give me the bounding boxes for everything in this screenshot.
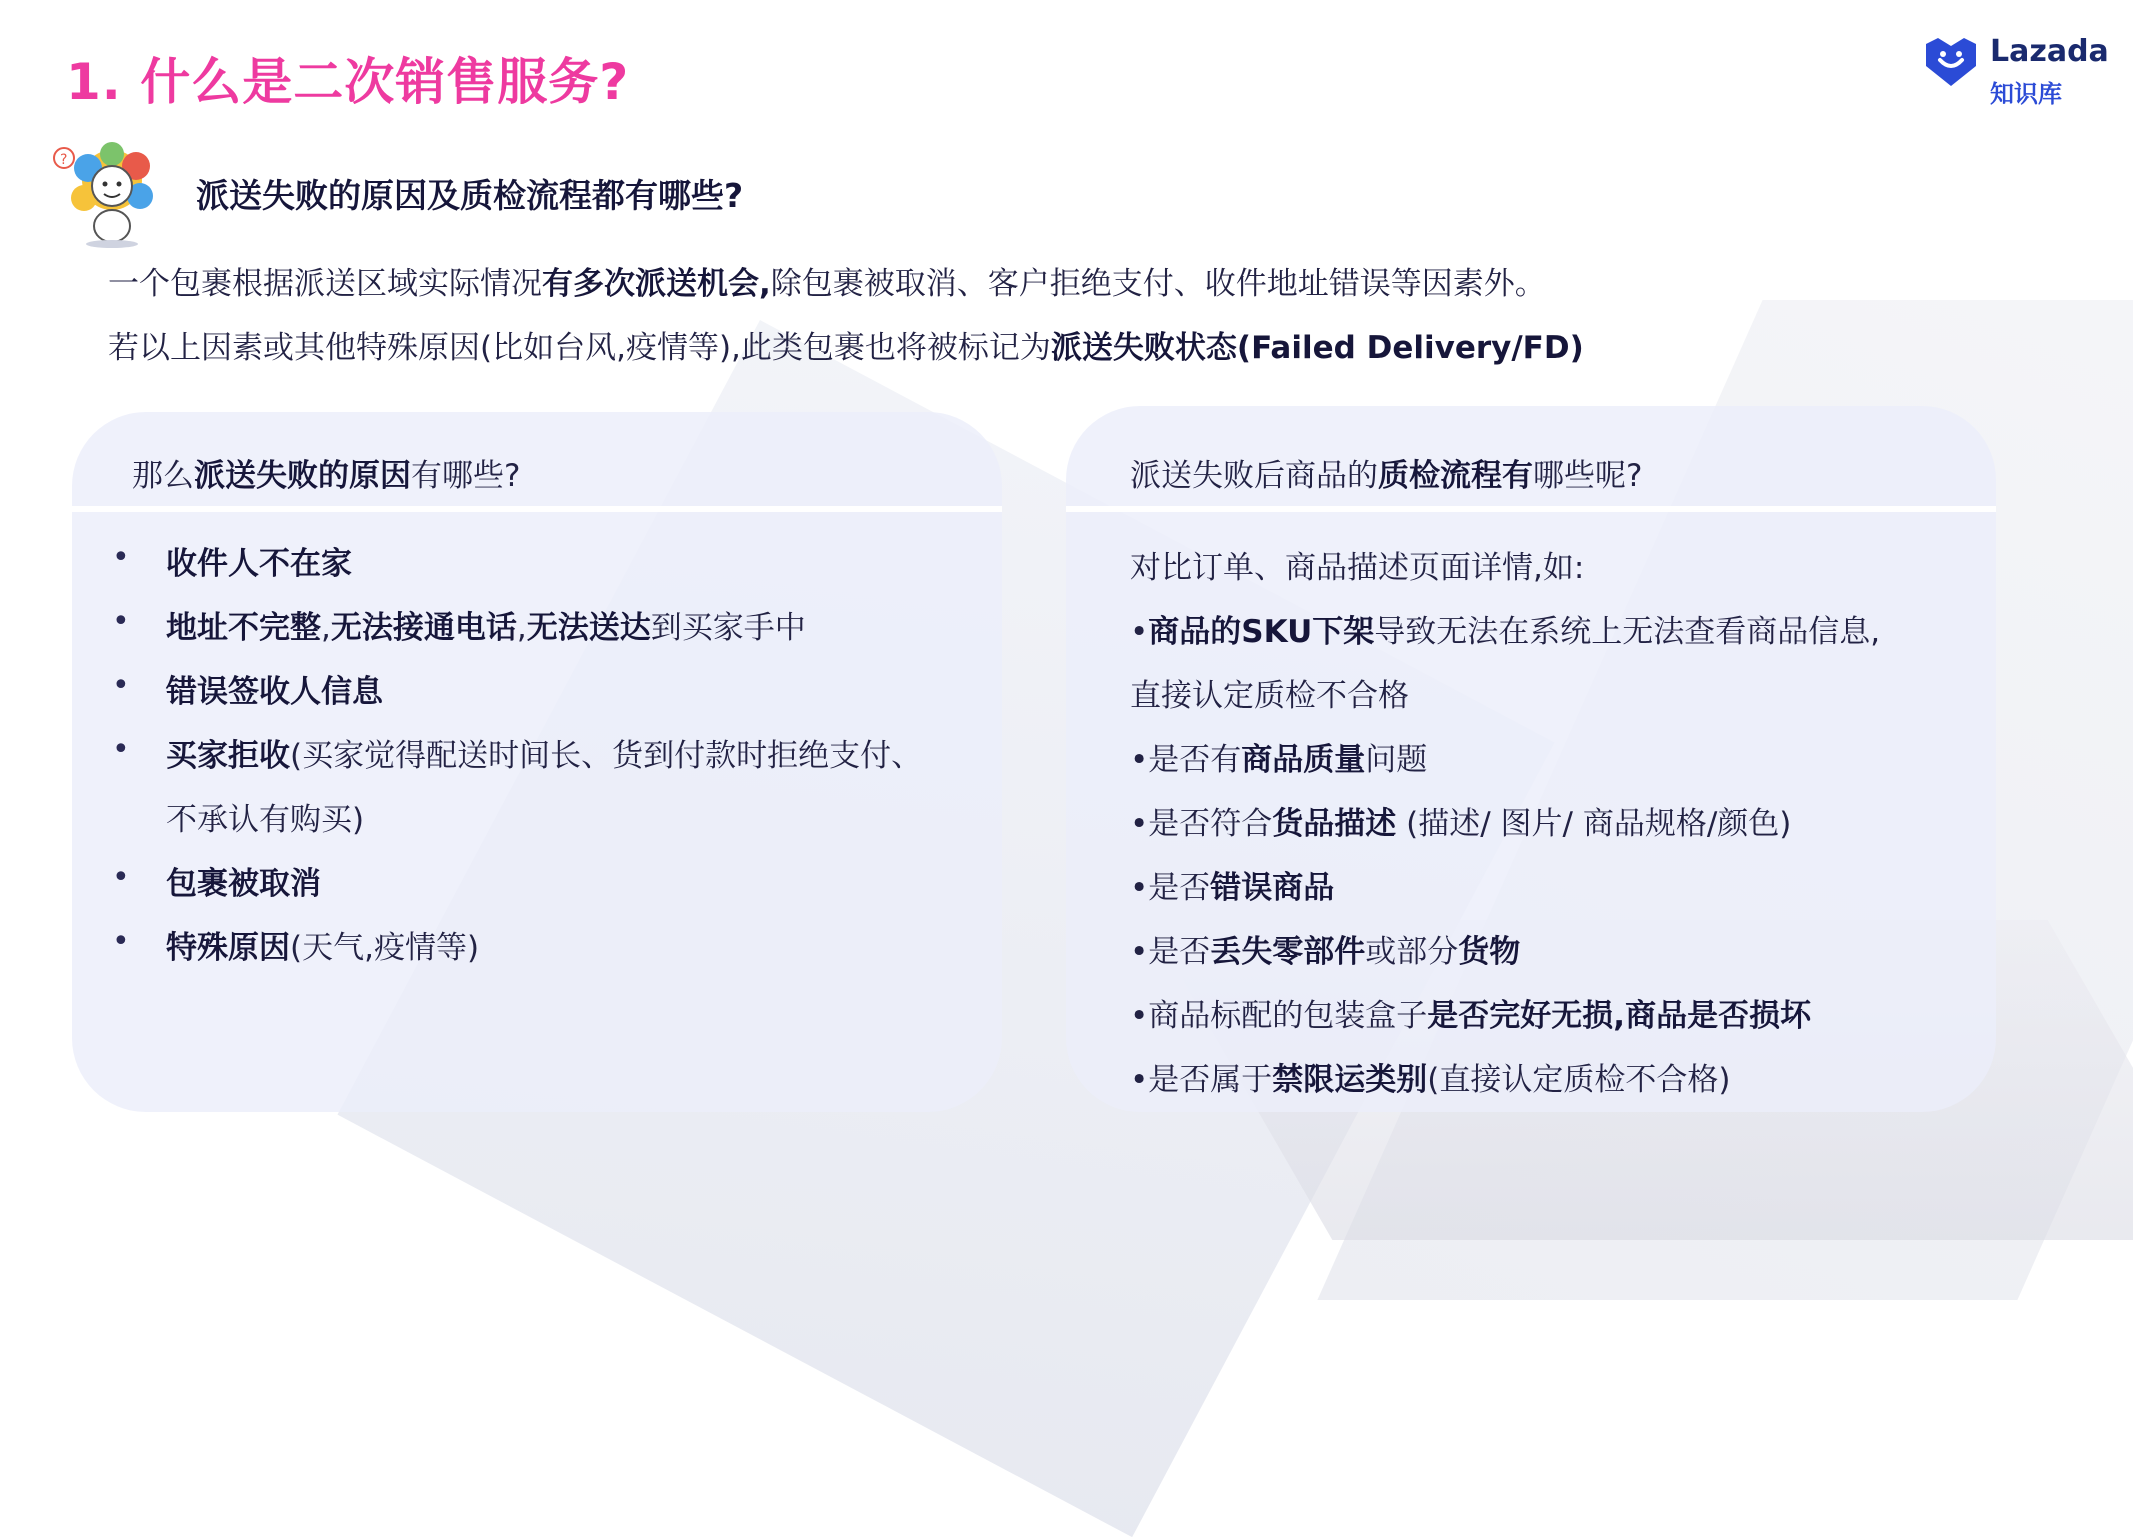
item-text: 直接认定质检不合格 bbox=[1130, 678, 1409, 714]
intro-text: 除包裹被取消、客户拒绝支付、收件地址错误等因素外。 bbox=[770, 266, 1546, 302]
panel-header bbox=[72, 412, 1002, 512]
item-emphasis: 无法送达 bbox=[526, 610, 651, 646]
lazada-heart-icon bbox=[1922, 36, 1980, 88]
failure-reasons-panel bbox=[72, 412, 1002, 1112]
item-emphasis: 丢失零部件 bbox=[1210, 934, 1366, 970]
item-emphasis: 禁限运类别 bbox=[1272, 1062, 1428, 1098]
item-text: (买家觉得配送时间长、货到付款时拒绝支付、不承认有购买) bbox=[166, 738, 923, 838]
mascot-icon bbox=[52, 140, 162, 250]
item-emphasis: 货物 bbox=[1458, 934, 1521, 970]
panel-heading bbox=[1130, 450, 1642, 495]
heading-text: 有哪些? bbox=[411, 458, 521, 494]
item-emphasis: 地址不完整 bbox=[166, 610, 321, 646]
intro-text: 若以上因素或其他特殊原因(比如台风,疫情等),此类包裹也将被标记为 bbox=[108, 330, 1051, 366]
item-text: •是否有 bbox=[1130, 742, 1242, 778]
list-item bbox=[1130, 1048, 1990, 1112]
item-text: •商品标配的包装盒子 bbox=[1130, 998, 1428, 1034]
item-emphasis: 商品质量 bbox=[1241, 742, 1366, 778]
list-item bbox=[72, 920, 1002, 984]
item-emphasis: 无法接通电话 bbox=[330, 610, 517, 646]
item-text: •是否 bbox=[1130, 934, 1211, 970]
list-intro: 对比订单、商品描述页面详情,如: bbox=[1130, 550, 1585, 586]
quality-check-panel bbox=[1066, 406, 1996, 1112]
list-item bbox=[72, 728, 1002, 856]
section-question: 派送失败的原因及质检流程都有哪些? bbox=[196, 176, 744, 215]
svg-text:?: ? bbox=[60, 152, 68, 168]
intro-text: 一个包裹根据派送区域实际情况 bbox=[108, 266, 542, 302]
item-text: (直接认定质检不合格) bbox=[1427, 1062, 1731, 1098]
logo-name: Lazada bbox=[1990, 34, 2109, 69]
item-text: (天气,疫情等) bbox=[290, 930, 480, 966]
item-text: •是否 bbox=[1130, 870, 1211, 906]
item-text: , bbox=[516, 610, 527, 646]
list-item bbox=[1130, 856, 1990, 920]
item-text: •是否符合 bbox=[1130, 806, 1273, 842]
slide-title: 1. 什么是二次销售服务? bbox=[66, 53, 630, 111]
heading-emphasis: 派送失败的原因 bbox=[194, 458, 411, 494]
list-item bbox=[72, 536, 1002, 600]
reasons-list bbox=[72, 536, 1002, 984]
item-text: , bbox=[321, 610, 331, 646]
bullet: • bbox=[112, 604, 130, 639]
item-text: 问题 bbox=[1365, 742, 1428, 778]
item-text: 导致无法在系统上无法查看商品信息, bbox=[1374, 614, 1881, 650]
list-item bbox=[1130, 984, 1990, 1048]
heading-text: 那么 bbox=[132, 458, 194, 494]
item-emphasis: 商品的SKU下架 bbox=[1148, 614, 1375, 650]
list-item bbox=[1130, 792, 1990, 856]
bullet: • bbox=[112, 732, 130, 767]
logo-subtitle: 知识库 bbox=[1990, 80, 2062, 108]
intro-emphasis: 派送失败状态(Failed Delivery/FD) bbox=[1050, 330, 1584, 366]
intro-line-1 bbox=[108, 258, 1546, 303]
item-emphasis: 买家拒收 bbox=[166, 738, 290, 774]
bullet: • bbox=[112, 668, 130, 703]
list-item bbox=[1130, 728, 1990, 792]
bullet: • bbox=[112, 540, 130, 575]
list-item bbox=[1130, 600, 1990, 664]
item-emphasis: 收件人不在家 bbox=[166, 546, 352, 582]
item-text: (描述/ 图片/ 商品规格/颜色) bbox=[1396, 806, 1792, 842]
heading-text: 派送失败后商品的 bbox=[1130, 458, 1378, 494]
heading-emphasis: 质检流程有 bbox=[1378, 458, 1533, 494]
intro-line-2 bbox=[108, 322, 1584, 367]
item-emphasis: 货品描述 bbox=[1272, 806, 1397, 842]
lazada-logo bbox=[1922, 30, 2122, 110]
list-item bbox=[1130, 920, 1990, 984]
item-text: 到买家手中 bbox=[650, 610, 806, 646]
panel-header bbox=[1066, 406, 1996, 512]
heading-text: 哪些呢? bbox=[1533, 458, 1643, 494]
item-text: •是否属于 bbox=[1130, 1062, 1273, 1098]
list-item bbox=[72, 664, 1002, 728]
item-text: • bbox=[1130, 614, 1149, 650]
item-text: 或部分 bbox=[1365, 934, 1459, 970]
list-item bbox=[1130, 664, 1990, 728]
bullet: • bbox=[112, 924, 130, 959]
list-item bbox=[72, 856, 1002, 920]
item-emphasis: 特殊原因 bbox=[166, 930, 290, 966]
bullet: • bbox=[112, 860, 130, 895]
quality-check-list bbox=[1130, 536, 1990, 1112]
list-item bbox=[72, 600, 1002, 664]
item-emphasis: 错误商品 bbox=[1210, 870, 1335, 906]
item-emphasis: 是否完好无损,商品是否损坏 bbox=[1427, 998, 1812, 1034]
item-emphasis: 错误签收人信息 bbox=[166, 674, 383, 710]
intro-emphasis: 有多次派送机会, bbox=[542, 266, 771, 302]
item-emphasis: 包裹被取消 bbox=[166, 866, 321, 902]
panel-heading bbox=[132, 450, 520, 495]
